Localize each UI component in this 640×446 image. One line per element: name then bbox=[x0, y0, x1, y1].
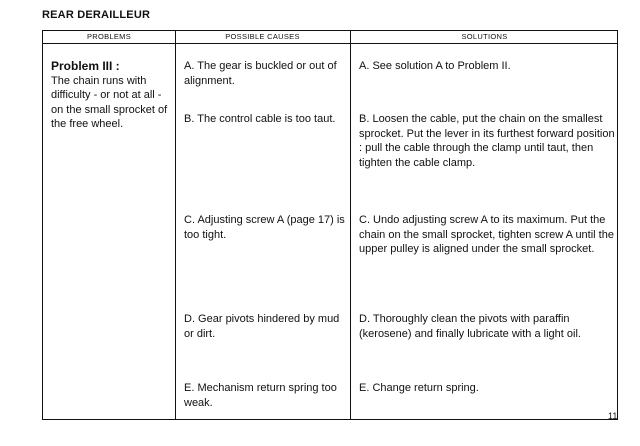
solution-d: D. Thoroughly clean the pivots with paraffin (kerosene) and finally lubricate with a light oil. bbox=[359, 313, 581, 340]
header-divider bbox=[43, 43, 617, 44]
problem-title: Problem III : bbox=[51, 59, 120, 73]
solution-e: E. Change return spring. bbox=[359, 382, 479, 394]
page-number: 11 bbox=[608, 411, 618, 421]
header-problems: PROBLEMS bbox=[86, 32, 132, 41]
solution-c: C. Undo adjusting screw A to its maximum. Put the chain on the small sprocket, tighten screw A until the upper pulley is aligned under the small sprocket. bbox=[359, 214, 614, 255]
cause-d: D. Gear pivots hindered by mud or dirt. bbox=[184, 313, 340, 340]
cause-a: A. The gear is buckled or out of alignment. bbox=[184, 60, 337, 87]
troubleshooting-table bbox=[42, 30, 618, 420]
column-divider bbox=[350, 31, 351, 419]
solution-a: A. See solution A to Problem II. bbox=[359, 60, 511, 72]
cause-e: E. Mechanism return spring too weak. bbox=[184, 382, 337, 409]
solution-b: B. Loosen the cable, put the chain on the smallest sprocket. Put the lever in its furthest forward position : pull the cable through the clamp until taut, then tighten the cable clamp. bbox=[359, 113, 615, 169]
header-solutions: SOLUTIONS bbox=[461, 32, 508, 41]
cause-c: C. Adjusting screw A (page 17) is too tight. bbox=[184, 214, 345, 241]
problem-cell bbox=[51, 59, 173, 132]
problem-description: The chain runs with difficulty - or not at all - on the small sprocket of the free wheel. bbox=[51, 74, 168, 130]
header-possible-causes: POSSIBLE CAUSES bbox=[225, 32, 300, 41]
section-title: REAR DERAILLEUR bbox=[42, 9, 151, 21]
cause-b: B. The control cable is too taut. bbox=[184, 113, 336, 125]
column-divider bbox=[175, 31, 176, 419]
